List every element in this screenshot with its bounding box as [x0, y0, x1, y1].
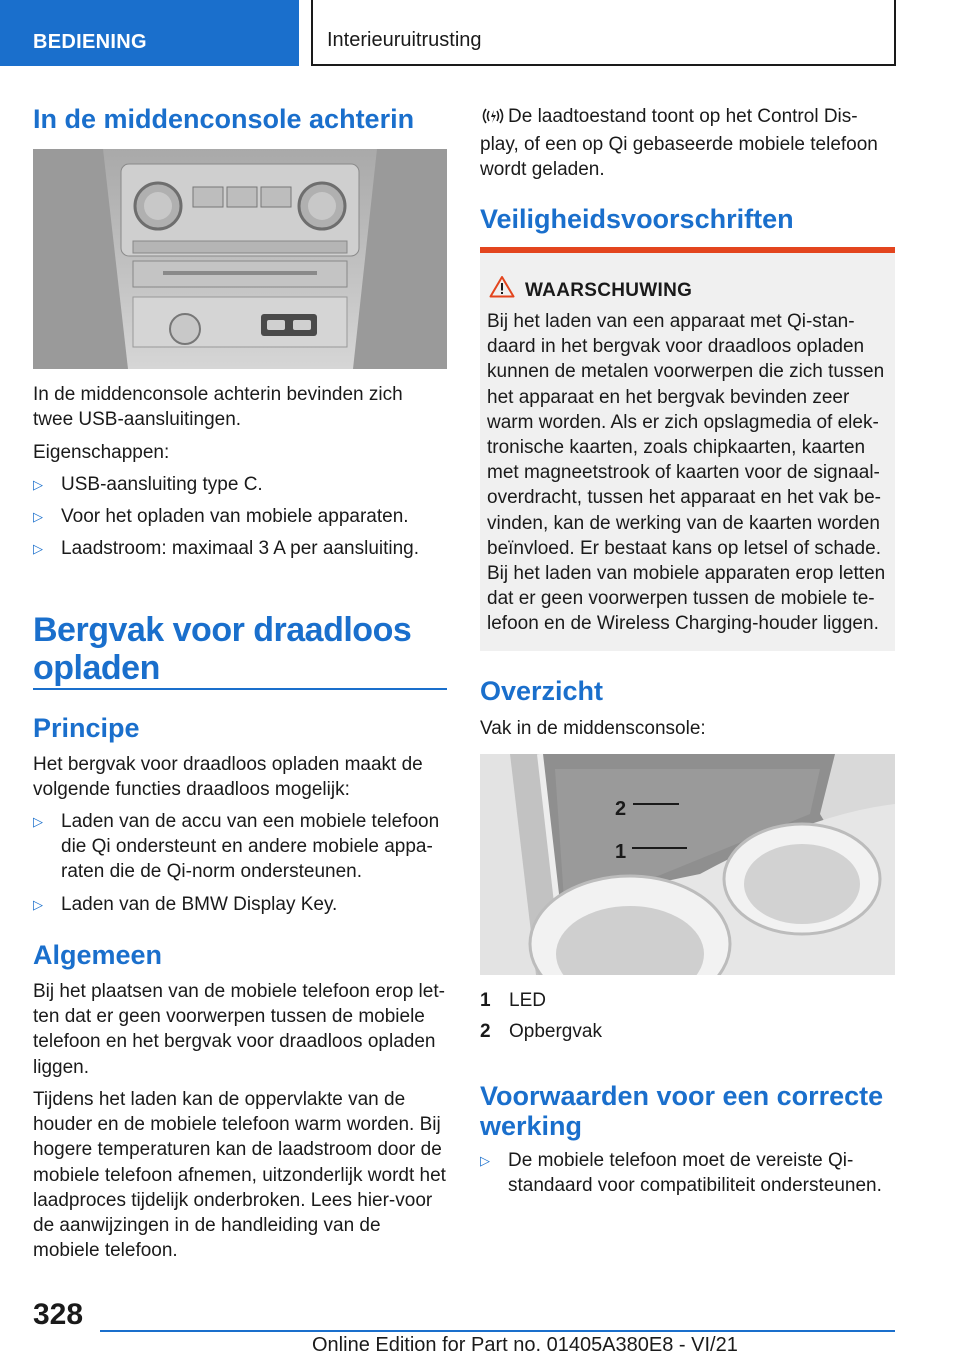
algemeen-paragraph-2: Tijdens het laden kan de oppervlakte van de houder en de mobiele telefoon warm worden. Bij hogere temperaturen kan de laadstroom door de mobiele telefoon afnemen, uitzonderlijk wordt het laadproces tijdelijk onderbroken. Lees hier-voor de aanwijzingen in de handleiding van de mobiele telefoon.: [33, 1089, 446, 1262]
bullet-triangle-icon: ▷: [480, 1153, 490, 1168]
list-item-text: Voor het opladen van mobiele apparaten.: [61, 506, 409, 528]
header-chapter-tab: [311, 0, 896, 66]
list-item-text: Laadstroom: maximaal 3 A per aansluiting.: [61, 538, 420, 560]
bullet-triangle-icon: ▷: [33, 541, 43, 557]
list-item: [33, 809, 447, 885]
legend-number: 1: [480, 990, 491, 1011]
heading-algemeen: Algemeen: [33, 940, 163, 970]
heading-rear-console: In de middenconsole achterin: [33, 104, 415, 134]
heading-conditions: Voorwaarden voor een correcte werking: [480, 1081, 884, 1141]
storage-compartment-photo: [480, 754, 895, 975]
header-chapter-label: Interieuruitrusting: [327, 29, 482, 51]
warning-box: [480, 247, 895, 651]
bullet-triangle-icon: ▷: [33, 814, 43, 829]
list-item: [480, 1148, 895, 1198]
heading-principe: Principe: [33, 713, 140, 743]
legend-label: Opbergvak: [509, 1021, 602, 1042]
conditions-list: [480, 1148, 895, 1198]
header-section-tab: [0, 0, 299, 66]
bullet-triangle-icon: ▷: [33, 896, 43, 912]
list-item-text: USB-aansluiting type C.: [61, 474, 263, 495]
warning-text: Bij het laden van een apparaat met Qi-stan-daard in het bergvak voor draadloos opladen kunnen de metalen voorwerpen die zich tussen het apparaat en het bergvak bevinden zeer warm worden. Als er zich opslagmedia of elek-tronische kaarten, zoals chipkaarten, kaarten met magneetstrook of kaarten voor de signaal-overdracht, tussen het apparaat en het vak be-vinden, kan de werking van de kaarten worden beïnvloed. Er bestaat kans op letsel of schade. Bij het laden van mobiele apparaten erop letten dat er geen voorwerpen tussen de mobiele te-lefoon en de Wireless Charging-houder liggen.: [487, 311, 886, 635]
legend-label: LED: [509, 990, 546, 1011]
callout-label-1: 1: [615, 841, 627, 863]
header-section-label: BEDIENING: [33, 31, 147, 53]
footer-edition: Online Edition for Part no. 01405A380E8 - VI/21: [312, 1334, 738, 1356]
properties-list: [33, 472, 447, 562]
list-item: [33, 472, 447, 497]
overview-caption: Vak in de middensconsole:: [480, 718, 706, 739]
list-item-text: Laden van de accu van een mobiele telefoon die Qi ondersteunt en andere mobiele appa-raten die de Qi-norm ondersteunen.: [61, 811, 440, 883]
callout-label-2: 2: [615, 798, 627, 820]
page-number: 328: [33, 1298, 84, 1331]
charging-status-text: De laadtoestand toont op het Control Dis-play, of een op Qi gebaseerde mobiele telefoon wordt geladen.: [480, 106, 878, 181]
list-item: [33, 892, 447, 917]
bullet-triangle-icon: ▷: [33, 509, 43, 525]
heading-wireless-charging: Bergvak voor draadloos opladen: [33, 611, 412, 687]
bullet-triangle-icon: ▷: [33, 477, 43, 492]
heading-safety: Veiligheidsvoorschriften: [480, 204, 794, 234]
warning-triangle-icon: [489, 275, 515, 303]
legend-number: 2: [480, 1021, 491, 1042]
heading-overzicht: Overzicht: [480, 676, 604, 706]
section-divider: [33, 688, 447, 690]
rear-console-description: In de middenconsole achterin bevinden zich twee USB-aansluitingen.: [33, 384, 403, 431]
properties-label: Eigenschappen:: [33, 442, 170, 463]
list-item-text: Laden van de BMW Display Key.: [61, 893, 338, 915]
principe-list: [33, 809, 447, 917]
wireless-charging-icon: [480, 107, 508, 132]
list-item: [33, 536, 447, 561]
warning-title: WAARSCHUWING: [525, 280, 693, 301]
charging-status-paragraph: [480, 104, 895, 183]
footer-divider: [100, 1330, 895, 1332]
rear-console-photo: [33, 149, 447, 369]
list-item: [33, 504, 447, 529]
principe-text: Het bergvak voor draadloos opladen maakt de volgende functies draadloos mogelijk:: [33, 754, 423, 801]
list-item-text: De mobiele telefoon moet de vereiste Qi-standaard voor compatibiliteit ondersteunen.: [508, 1150, 882, 1197]
algemeen-paragraph-1: Bij het plaatsen van de mobiele telefoon erop let-ten dat er geen voorwerpen tussen de mobiele telefoon en het bergvak voor draadloos opladen liggen.: [33, 981, 445, 1078]
